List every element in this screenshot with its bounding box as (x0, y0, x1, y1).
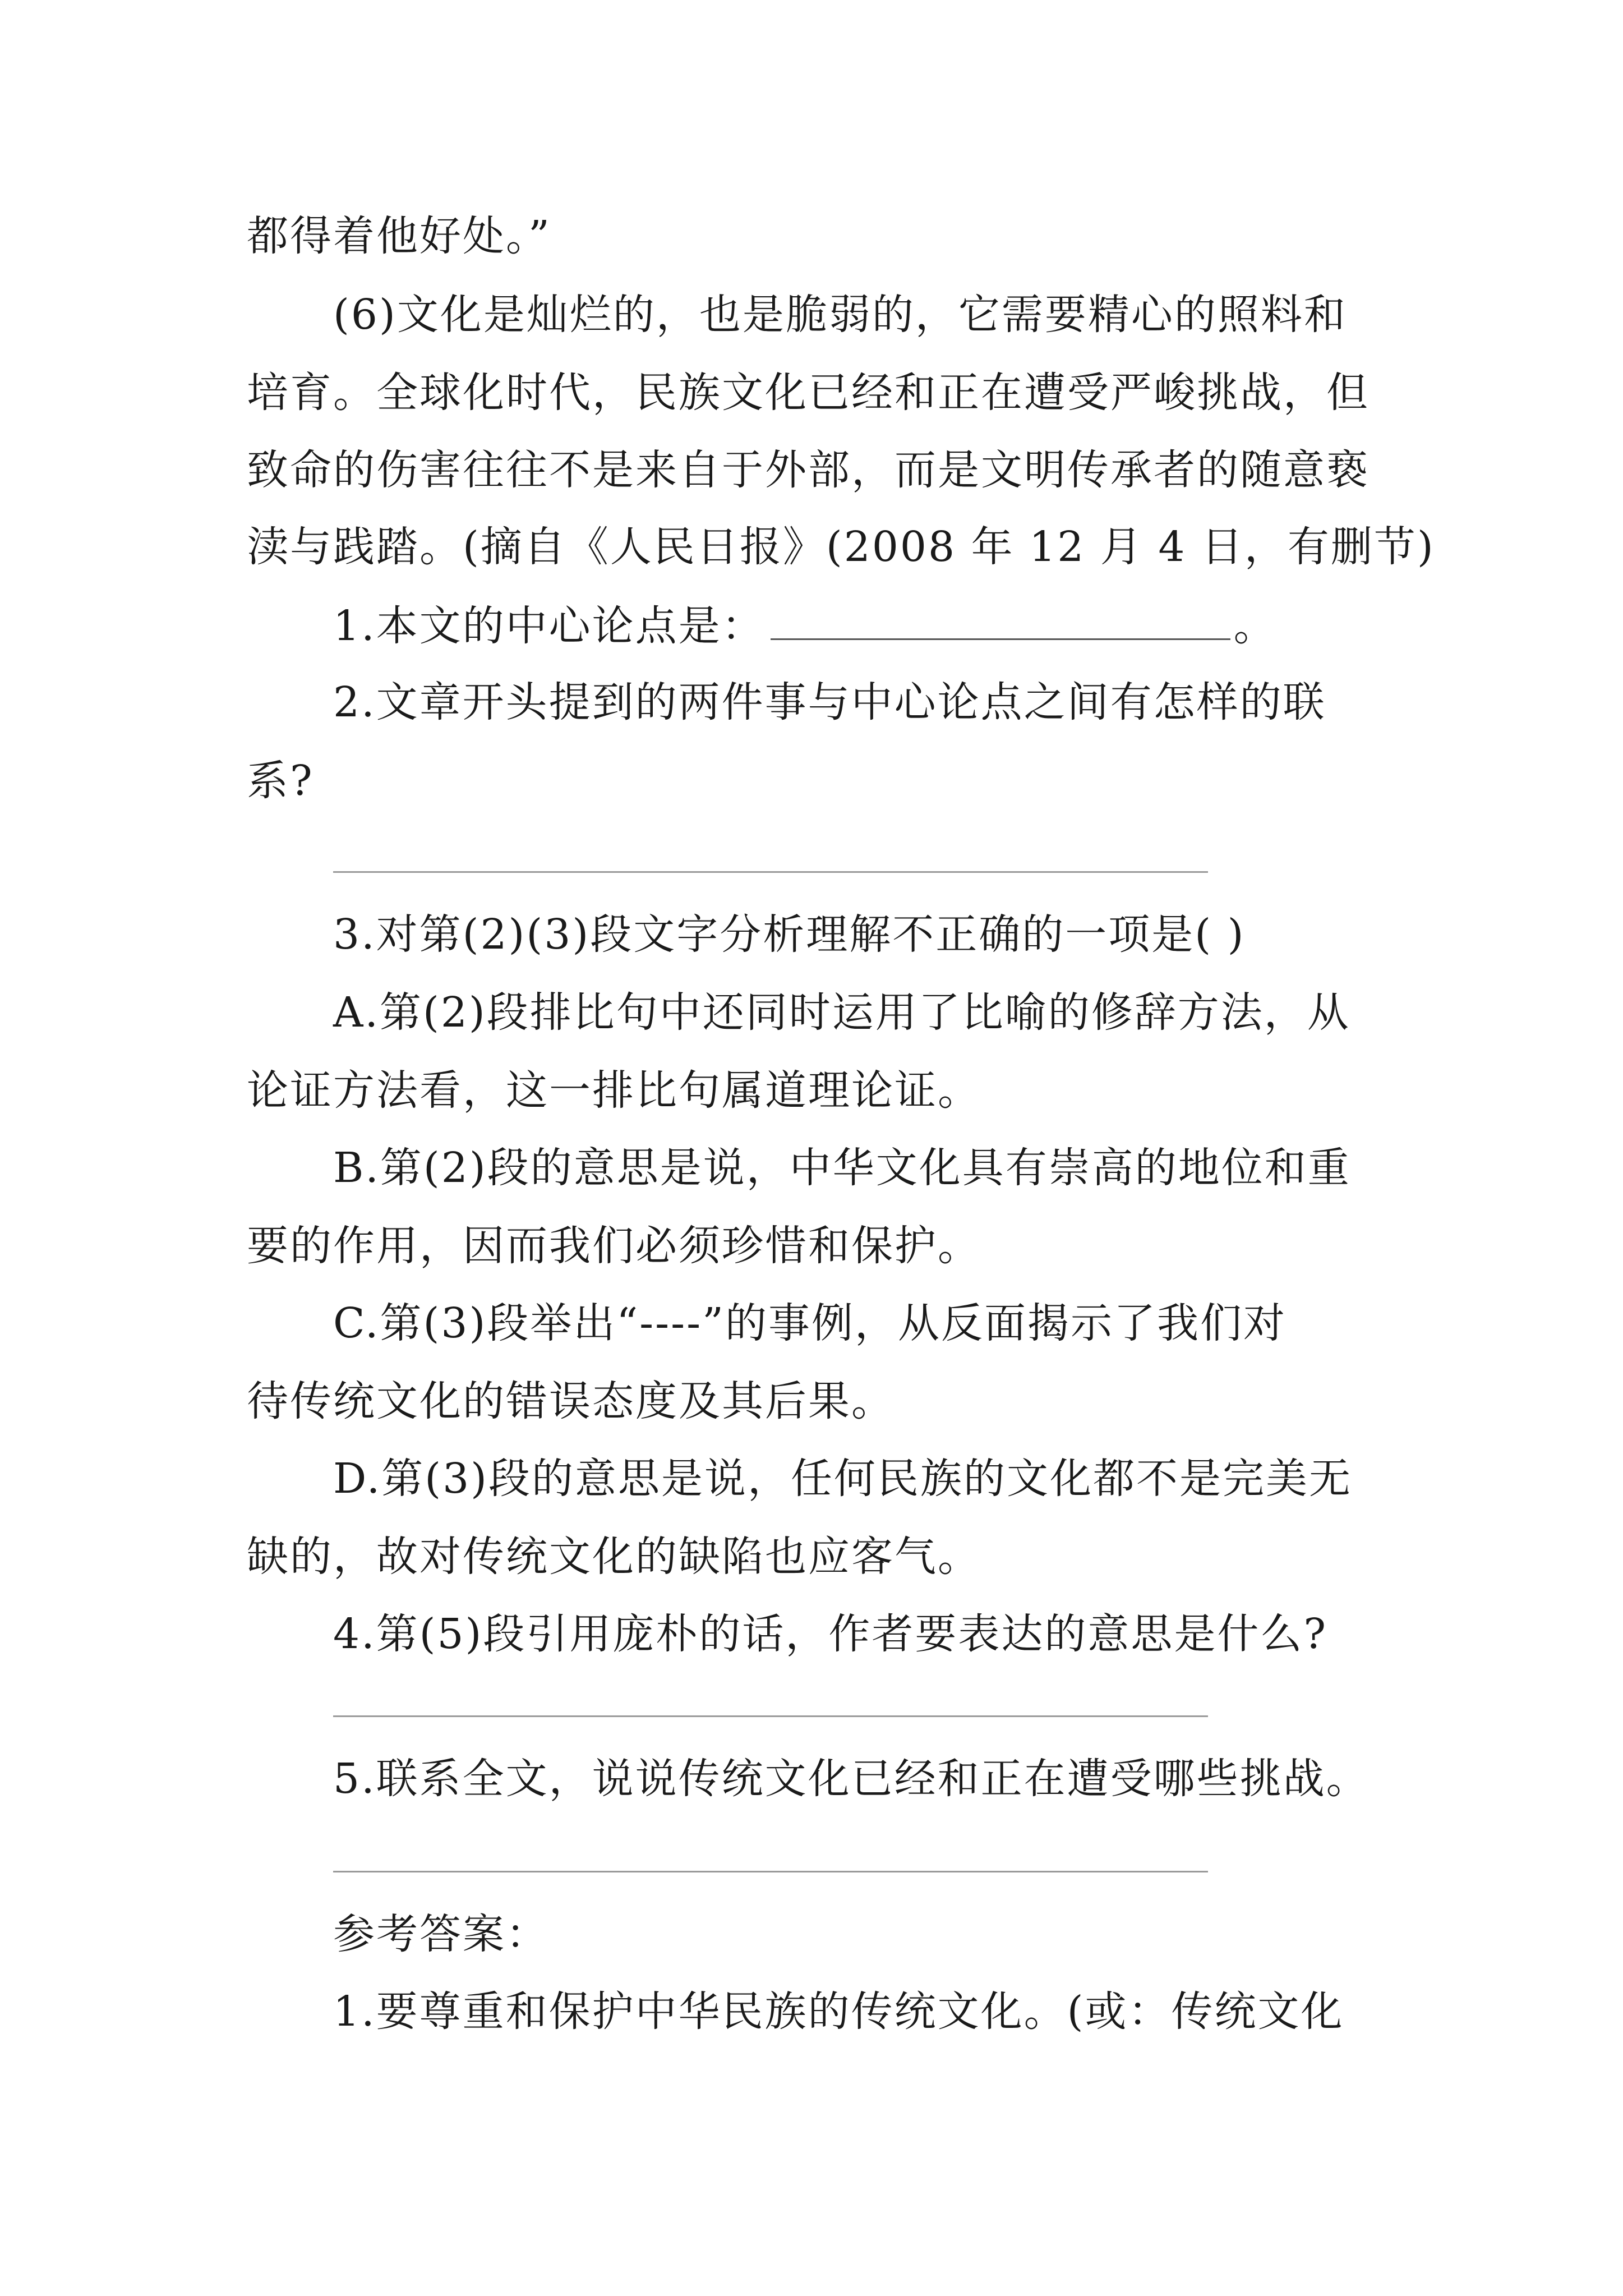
option-b-line-1: B.第(2)段的意思是说，中华文化具有崇高的地位和重 (333, 1144, 1351, 1192)
paragraph-6-line-3: 致命的伤害往往不是来自于外部，而是文明传承者的随意亵 (247, 446, 1370, 494)
question-2-line-2: 系? (247, 757, 314, 805)
text-line-1: 都得着他好处。” (247, 212, 551, 260)
answer-heading: 参考答案： (333, 1910, 549, 1958)
option-d-line-2: 缺的，故对传统文化的缺陷也应客气。 (247, 1533, 981, 1581)
question-5: 5.联系全文，说说传统文化已经和正在遭受哪些挑战。 (333, 1755, 1370, 1803)
paragraph-6-line-2: 培育。全球化时代，民族文化已经和正在遭受严峻挑战，但 (247, 369, 1370, 417)
question-2-line-1: 2.文章开头提到的两件事与中心论点之间有怎样的联 (333, 678, 1326, 726)
answer-line-q4[interactable] (333, 1715, 1208, 1717)
question-3: 3.对第(2)(3)段文字分析理解不正确的一项是( ) (333, 910, 1246, 959)
option-c-line-1: C.第(3)段举出“----”的事例，从反面揭示了我们对 (333, 1299, 1287, 1347)
option-a-line-2: 论证方法看，这一排比句属道理论证。 (247, 1066, 981, 1115)
paragraph-6-line-4: 渎与践踏。(摘自《人民日报》(2008 年 12 月 4 日，有删节) (247, 523, 1435, 571)
answer-1: 1.要尊重和保护中华民族的传统文化。(或：传统文化 (333, 1987, 1344, 2036)
option-c-line-2: 待传统文化的错误态度及其后果。 (247, 1377, 895, 1425)
question-1-suffix: 。 (1233, 602, 1277, 650)
answer-line-q5[interactable] (333, 1871, 1208, 1872)
option-b-line-2: 要的作用，因而我们必须珍惜和保护。 (247, 1222, 981, 1270)
question-1 (333, 602, 1277, 650)
option-d-line-1: D.第(3)段的意思是说，任何民族的文化都不是完美无 (333, 1455, 1353, 1503)
paragraph-6-line-1: (6)文化是灿烂的，也是脆弱的，它需要精心的照料和 (333, 291, 1347, 339)
question-4: 4.第(5)段引用庞朴的话，作者要表达的意思是什么? (333, 1610, 1328, 1658)
option-a-line-1: A.第(2)段排比句中还同时运用了比喻的修辞方法，从 (333, 988, 1350, 1037)
answer-blank[interactable] (771, 605, 1230, 640)
question-1-prefix: 1.本文的中心论点是： (333, 602, 765, 650)
answer-line-q2[interactable] (333, 871, 1208, 873)
